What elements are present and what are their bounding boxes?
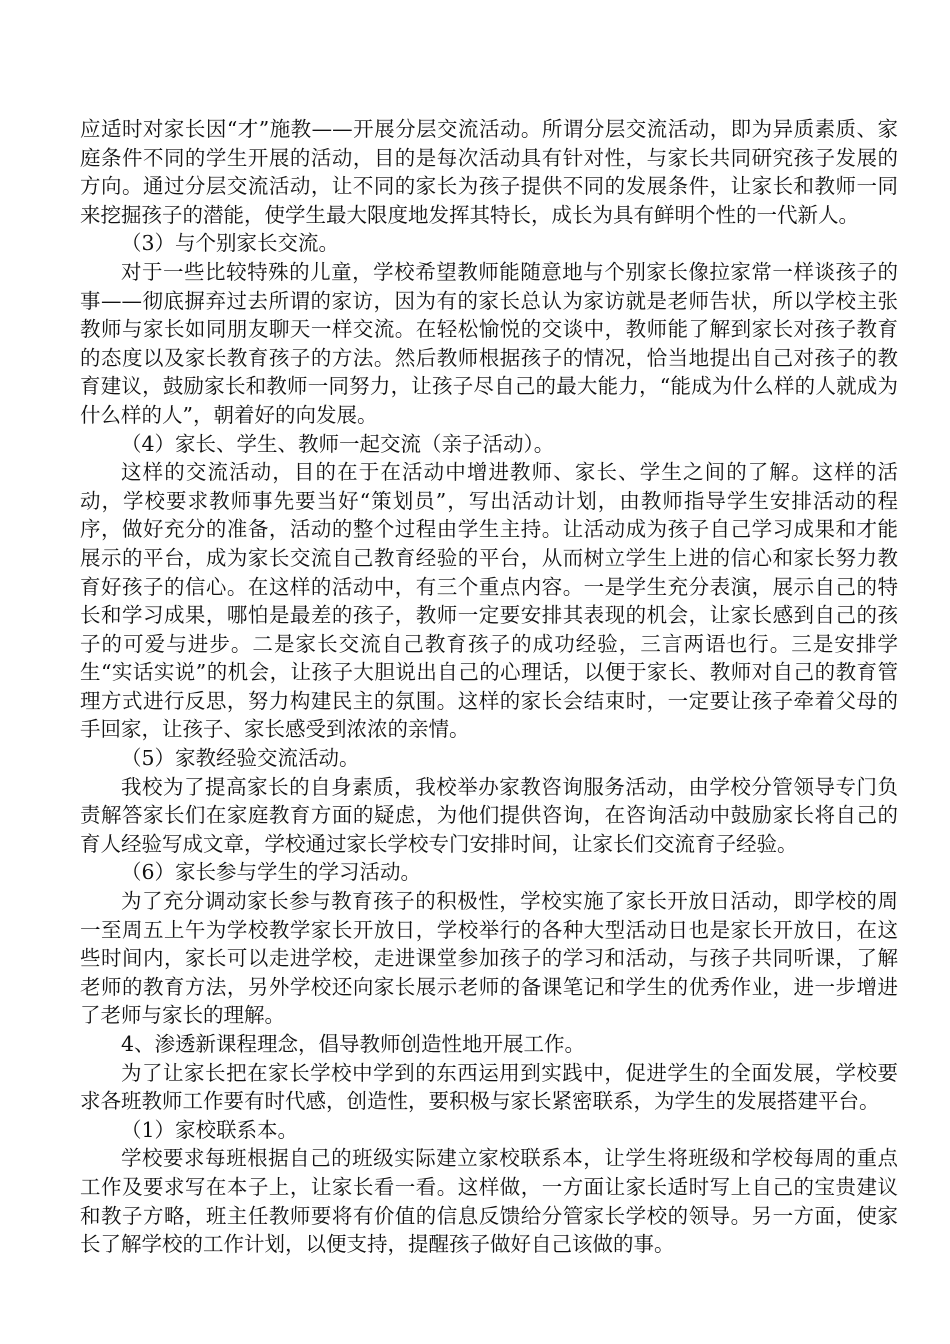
paragraph-body: 对于一些比较特殊的儿童，学校希望教师能随意地与个别家长像拉家常一样谈孩子的事——彻底摒弃过去所谓的家访，因为有的家长总认为家访就是老师告状，所以学校主张教师与家长如同朋友聊天一样交流。在轻松愉悦的交谈中，教师能了解到家长对孩子教育的态度以及家长教育孩子的方法。然后教师根据孩子的情况，恰当地提出自己对孩子的教育建议，鼓励家长和教师一同努力，让孩子尽自己的最大能力，“能成为什么样的人就成为什么样的人”，朝着好的向发展。 (80, 259, 898, 427)
subheading-parent-participation: （6）家长参与学生的学习活动。 (121, 860, 422, 885)
paragraph-body: 学校要求每班根据自己的班级实际建立家校联系本，让学生将班级和学校每周的重点工作及要求写在本子上，让家长看一看。这样做，一方面让家长适时写上自己的宝贵建议和教子方略，班主任教师要将有价值的信息反馈给分管家长学校的领导。另一方面，使家长了解学校的工作计划，以便支持，提醒孩子做好自己该做的事。 (80, 1146, 898, 1257)
subheading-home-school-contact-book: （1）家校联系本。 (121, 1117, 299, 1142)
paragraph-continued: 应适时对家长因“才”施教——开展分层交流活动。所谓分层交流活动，即为异质素质、家庭条件不同的学生开展的活动，目的是每次活动具有针对性，与家长共同研究孩子发展的方向。通过分层交流活动，让不同的家长为孩子提供不同的发展条件，让家长和教师一同来挖掘孩子的潜能，使学生最大限度地发挥其特长，成长为具有鲜明个性的一代新人。 (80, 117, 898, 227)
paragraph-body: 为了让家长把在家长学校中学到的东西运用到实践中，促进学生的全面发展，学校要求各班教师工作要有时代感，创造性，要积极与家长紧密联系，为学生的发展搭建平台。 (80, 1060, 898, 1114)
section-heading-new-curriculum: 4、渗透新课程理念，倡导教师创造性地开展工作。 (121, 1032, 586, 1056)
subheading-family-education-experience: （5）家教经验交流活动。 (121, 746, 360, 771)
subheading-individual-parent-exchange: （3）与个别家长交流。 (121, 231, 340, 256)
document-page (80, 115, 898, 1259)
subheading-parent-student-teacher-exchange: （4）家长、学生、教师一起交流（亲子活动）。 (121, 431, 555, 456)
paragraph-body: 这样的交流活动，目的在于在活动中增进教师、家长、学生之间的了解。这样的活动，学校要求教师事先要当好“策划员”，写出活动计划，由教师指导学生安排活动的程序，做好充分的准备，活动的整个过程由学生主持。让活动成为孩子自己学习成果和才能展示的平台，成为家长交流自己教育经验的平台，从而树立学生上进的信心和家长努力教育好孩子的信心。在这样的活动中，有三个重点内容。一是学生充分表演，展示自己的特长和学习成果，哪怕是最差的孩子，教师一定要安排其表现的机会，让家长感到自己的孩子的可爱与进步。二是家长交流自己教育孩子的成功经验，三言两语也行。三是安排学生“实话实说”的机会，让孩子大胆说出自己的心理话，以便于家长、教师对自己的教育管理方式进行反思，努力构建民主的氛围。这样的家长会结束时，一定要让孩子牵着父母的手回家，让孩子、家长感受到浓浓的亲情。 (80, 460, 898, 742)
paragraph-body: 为了充分调动家长参与教育孩子的积极性，学校实施了家长开放日活动，即学校的周一至周五上午为学校教学家长开放日，学校举行的各种大型活动日也是家长开放日，在这些时间内，家长可以走进学校，走进课堂参加孩子的学习和活动，与孩子共同听课，了解老师的教育方法，另外学校还向家长展示老师的备课笔记和学生的优秀作业，进一步增进了老师与家长的理解。 (80, 889, 898, 1028)
paragraph-body: 我校为了提高家长的自身素质，我校举办家教咨询服务活动，由学校分管领导专门负责解答家长们在家庭教育方面的疑虑，为他们提供咨询，在咨询活动中鼓励家长将自己的育人经验写成文章，学校通过家长学校专门安排时间，让家长们交流育子经验。 (80, 774, 898, 856)
